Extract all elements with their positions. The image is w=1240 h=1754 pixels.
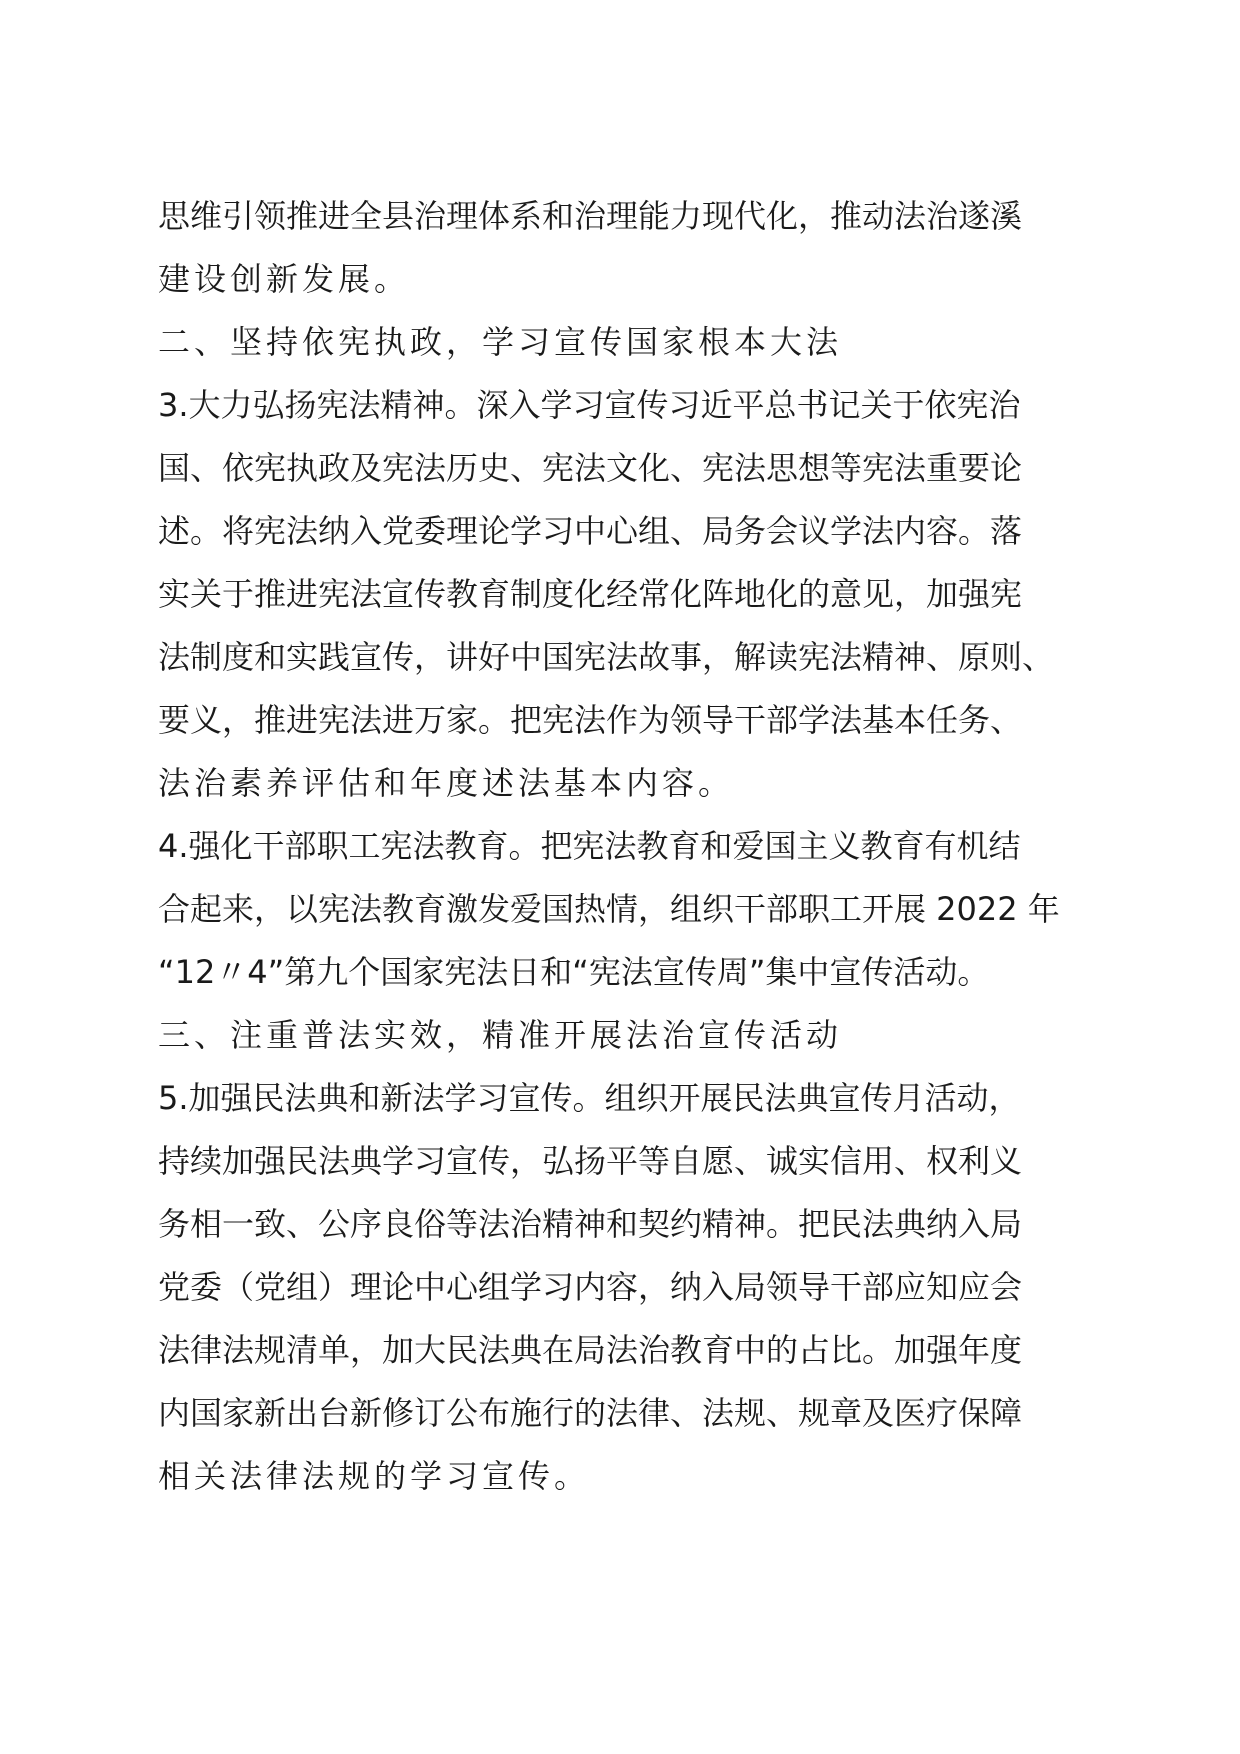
body-text-line: 务相一致、公序良俗等法治精神和契约精神。把民法典纳入局 [158,1205,1023,1243]
item-heading-line: 4.强化干部职工宪法教育。把宪法教育和爱国主义教育有机结 [158,827,1021,865]
body-text-line: 法治素养评估和年度述法基本内容。 [158,764,735,802]
body-text-line: 内国家新出台新修订公布施行的法律、法规、规章及医疗保障 [158,1394,1023,1432]
body-text-line: 持续加强民法典学习宣传，弘扬平等自愿、诚实信用、权利义 [158,1142,1023,1180]
body-text-line: 党委（党组）理论中心组学习内容，纳入局领导干部应知应会 [158,1268,1023,1306]
body-text-line: 相关法律法规的学习宣传。 [158,1457,591,1495]
body-text-line: 思维引领推进全县治理体系和治理能力现代化，推动法治遂溪 [158,197,1023,235]
body-text-line: 法制度和实践宣传，讲好中国宪法故事，解读宪法精神、原则、 [158,638,1055,676]
section-heading: 二、坚持依宪执政，学习宣传国家根本大法 [158,323,843,361]
item-heading-line: 3.大力弘扬宪法精神。深入学习宣传习近平总书记关于依宪治 [158,386,1021,424]
body-text-line: 建设创新发展。 [158,260,411,298]
item-heading-line: 5.加强民法典和新法学习宣传。组织开展民法典宣传月活动， [158,1079,1021,1117]
body-text-line: 合起来，以宪法教育激发爱国热情，组织干部职工开展 2022 年 [158,890,1060,928]
body-text-line: 国、依宪执政及宪法历史、宪法文化、宪法思想等宪法重要论 [158,449,1023,487]
section-heading: 三、注重普法实效，精准开展法治宣传活动 [158,1016,843,1054]
body-text-line: 实关于推进宪法宣传教育制度化经常化阵地化的意见，加强宪 [158,575,1023,613]
body-text-line: 法律法规清单，加大民法典在局法治教育中的占比。加强年度 [158,1331,1023,1369]
body-text-line: “12〃4”第九个国家宪法日和“宪法宣传周”集中宣传活动。 [158,953,990,991]
body-text-line: 要义，推进宪法进万家。把宪法作为领导干部学法基本任务、 [158,701,1023,739]
body-text-line: 述。将宪法纳入党委理论学习中心组、局务会议学法内容。落 [158,512,1023,550]
